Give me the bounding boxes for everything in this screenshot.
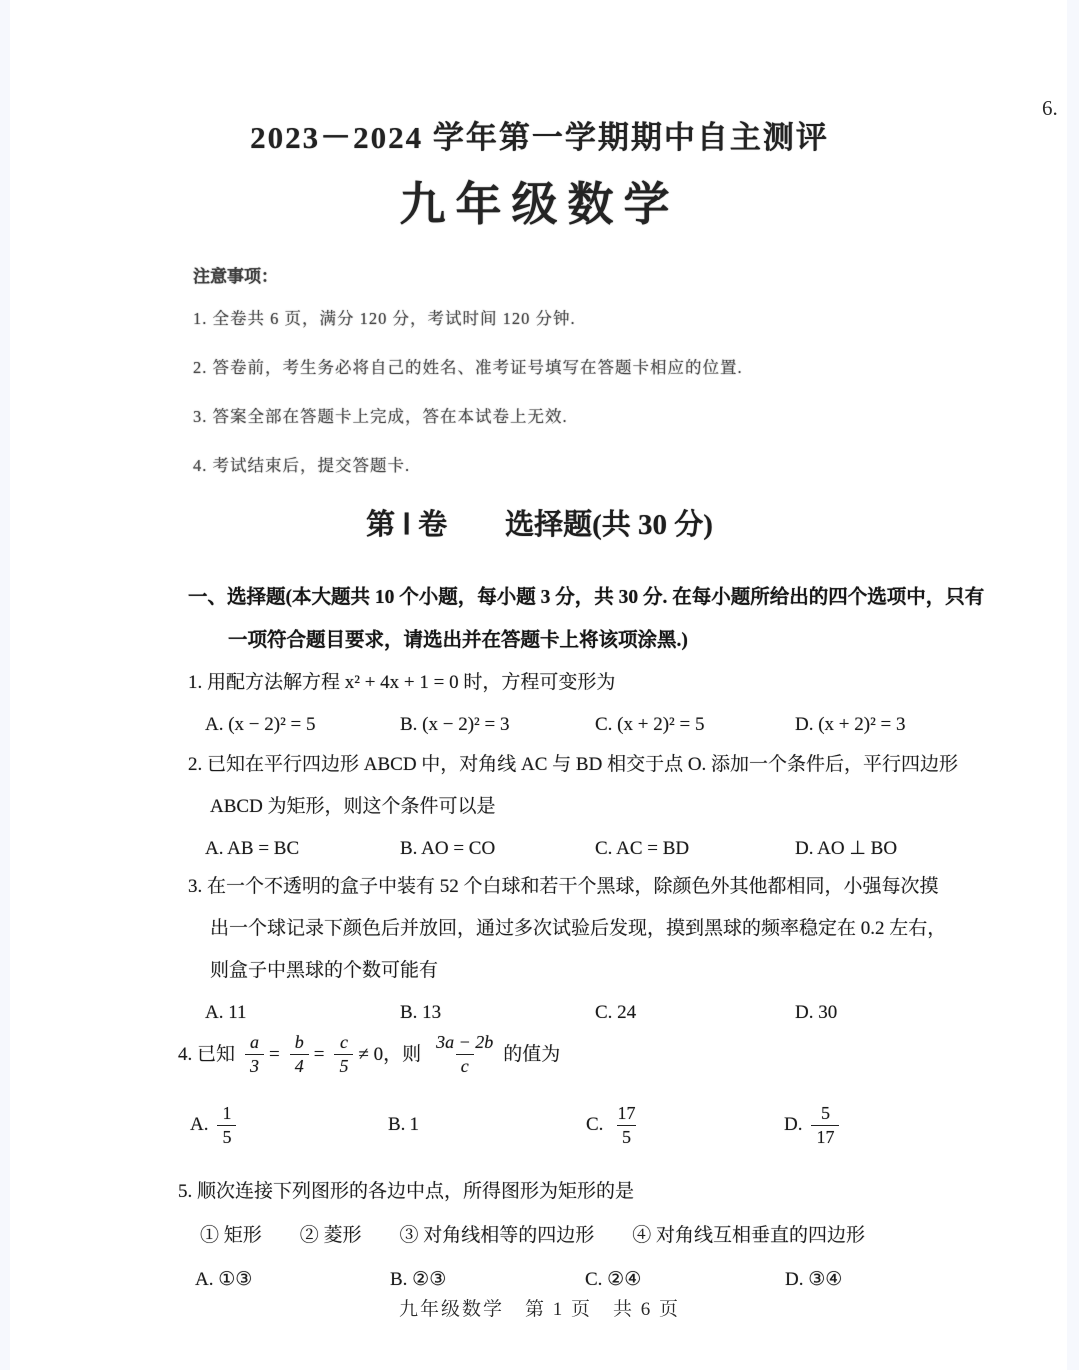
question-2 [188, 744, 1020, 870]
corner-page-number: 6. [1042, 96, 1058, 120]
question-2-options [188, 828, 1020, 870]
section-1-instructions [188, 576, 1018, 662]
note-item-1: 1. 全卷共 6 页，满分 120 分，考试时间 120 分钟. [193, 309, 576, 328]
question-1-option-c: C. (x + 2)² = 5 [595, 714, 705, 735]
question-3 [188, 866, 1020, 1034]
question-5-option-c: C. ②④ [585, 1269, 642, 1290]
question-4-option-c: C. $\frac{17}{5}$ [586, 1102, 784, 1148]
question-1-option-d: D. (x + 2)² = 3 [795, 714, 906, 735]
exam-title: 2023－2024 学年第一学期期中自主测评 [250, 120, 829, 155]
question-5 [178, 1170, 1010, 1302]
question-5-option-a: A. ①③ [195, 1269, 253, 1290]
question-2-stem-line-2: ABCD 为矩形，则这个条件可以是 [210, 796, 496, 817]
fraction-c-over-5: $\frac{c}{5}$ [334, 1031, 353, 1077]
question-3-option-a: A. 11 [205, 1002, 247, 1023]
fraction-17-over-5: $\frac{17}{5}$ [617, 1103, 636, 1147]
question-3-stem-line-2: 出一个球记录下颜色后并放回，通过多次试验后发现，摸到黑球的频率稳定在 0.2 左右， [210, 918, 947, 939]
question-4-option-a: A. $\frac{1}{5}$ [190, 1102, 388, 1148]
equals-sign: = [269, 1043, 280, 1065]
equals-sign: = [313, 1043, 325, 1065]
question-4-number: 4. 已知 [178, 1043, 236, 1065]
question-5-sub-options: ① 矩形 ② 菱形 ③ 对角线相等的四边形 ④ 对角线互相垂直的四边形 [200, 1225, 866, 1246]
question-3-option-d: D. 30 [795, 1002, 838, 1023]
not-equal-zero-text: ≠ 0，则 [358, 1043, 422, 1065]
instructions-line-2: 一项符合题目要求，请选出并在答题卡上将该项涂黑.) [228, 630, 688, 651]
fraction-5-over-17: $\frac{5}{17}$ [811, 1102, 839, 1148]
question-3-stem-line-3: 则盒子中黑球的个数可能有 [210, 960, 439, 981]
question-4-option-d: D. $\frac{5}{17}$ [784, 1102, 1010, 1148]
question-5-stem: 5. 顺次连接下列图形的各边中点，所得图形为矩形的是 [178, 1181, 635, 1202]
question-5-option-d: D. ③④ [785, 1269, 843, 1290]
section-1-heading: 第 Ⅰ 卷 选择题(共 30 分) [366, 509, 713, 541]
question-4-option-b: B. 1 [388, 1114, 419, 1136]
question-3-option-b: B. 13 [400, 1002, 442, 1023]
question-3-option-c: C. 24 [595, 1002, 637, 1023]
page-footer: 九年级数学 第 1 页 共 6 页 [398, 1299, 680, 1320]
question-2-option-d: D. AO ⊥ BO [795, 838, 898, 859]
question-2-option-c: C. AC = BD [595, 838, 690, 859]
question-1 [188, 662, 1020, 746]
question-4-stem [178, 1022, 1010, 1086]
note-item-4: 4. 考试结束后，提交答题卡. [193, 456, 411, 475]
fraction-1-over-5: $\frac{1}{5}$ [217, 1102, 236, 1148]
question-2-option-b: B. AO = CO [400, 838, 496, 859]
question-1-option-a: A. (x − 2)² = 5 [205, 714, 316, 735]
notes-section [193, 262, 893, 501]
question-3-stem-line-1: 3. 在一个不透明的盒子中装有 52 个白球和若干个黑球，除颜色外其他都相同，小强每次摸 [188, 876, 939, 897]
fraction-b-over-4: $\frac{b}{4}$ [290, 1031, 309, 1077]
note-item-2: 2. 答卷前，考生务必将自己的姓名、准考证号填写在答题卡相应的位置. [193, 358, 743, 377]
note-item-3: 3. 答案全部在答题卡上完成，答在本试卷上无效. [193, 407, 568, 426]
exam-subtitle: 九年级数学 [399, 179, 680, 230]
question-2-stem-line-1: 2. 已知在平行四边形 ABCD 中，对角线 AC 与 BD 相交于点 O. 添加一个条件后，平行四边形 [188, 754, 959, 775]
question-2-option-a: A. AB = BC [205, 838, 300, 859]
question-1-stem: 1. 用配方法解方程 x² + 4x + 1 = 0 时，方程可变形为 [188, 672, 616, 693]
notes-heading: 注意事项： [193, 267, 278, 286]
fraction-a-over-3: $\frac{a}{3}$ [245, 1031, 264, 1077]
question-1-option-b: B. (x − 2)² = 3 [400, 714, 510, 735]
instructions-line-1: 一、选择题(本大题共 10 个小题，每小题 3 分，共 30 分. 在每小题所给出的四个选项中，只有 [188, 587, 985, 608]
question-1-options [188, 704, 1020, 746]
fraction-expression: $\frac{3a - 2b}{c}$ [436, 1031, 494, 1076]
question-4 [178, 1022, 1010, 1148]
question-5-option-b: B. ②③ [390, 1269, 447, 1290]
question-4-suffix: 的值为 [503, 1043, 561, 1065]
question-4-options [178, 1102, 1010, 1148]
